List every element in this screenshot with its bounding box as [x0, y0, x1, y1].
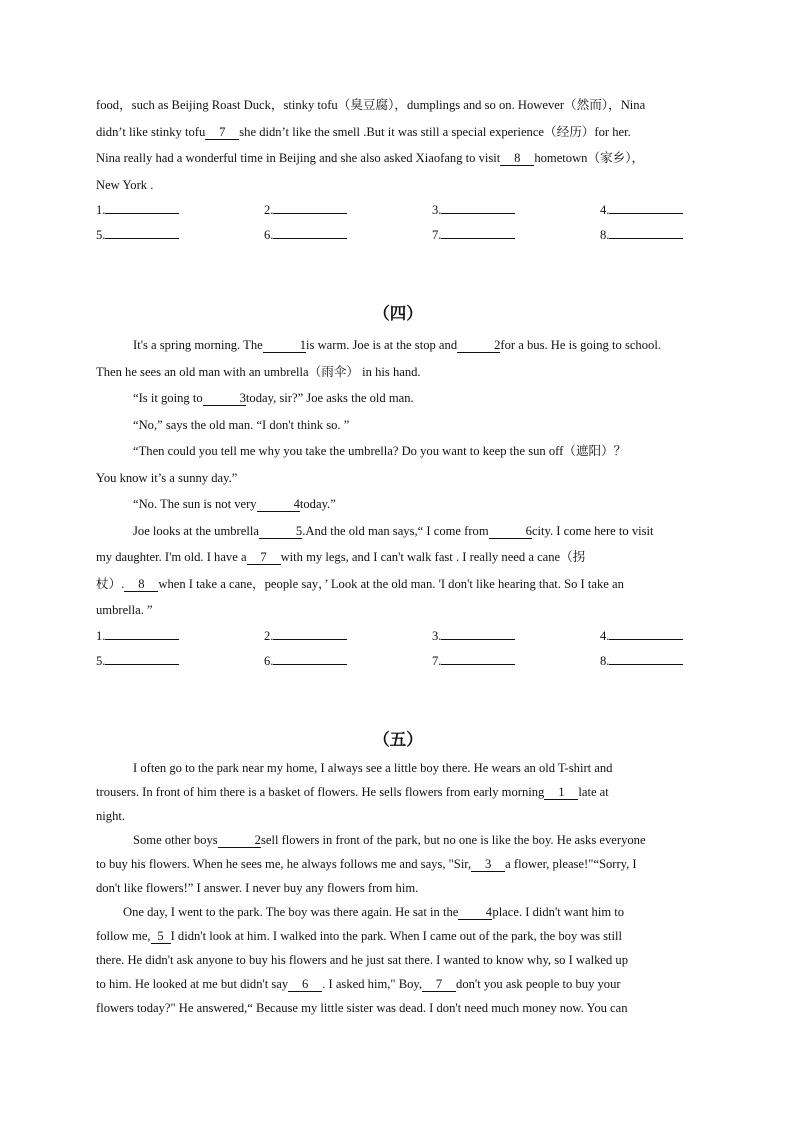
answer-line[interactable]: 3. [432, 624, 600, 649]
passage-line: Nina really had a wonderful time in Beijing and she also asked Xiaofang to visit 8 hometown（家乡）， [96, 151, 645, 165]
blank-4: 4 [257, 497, 300, 512]
answer-line[interactable]: 4. [600, 198, 768, 223]
passage-line: trousers. In front of him there is a basket of flowers. He sells flowers from early morning 1 late at [96, 784, 609, 799]
blank-8: 8 [500, 151, 534, 166]
passage-line: to buy his flowers. When he sees me, he always follows me and says, "Sir, 3 a flower, please!"“Sorry, I [96, 856, 637, 871]
passage-line: “No. The sun is not very 4today.” [133, 497, 336, 511]
answer-line[interactable]: 2. [264, 624, 432, 649]
answer-line[interactable]: 3. [432, 198, 600, 223]
blank-2: 2 [457, 338, 500, 353]
passage-line: “Is it going to 3today, sir?” Joe asks the old man. [133, 391, 414, 405]
answer-line[interactable]: 6. [264, 649, 432, 674]
blank-1: 1 [544, 785, 578, 800]
answer-line[interactable]: 5. [96, 223, 264, 248]
passage-part5 [96, 756, 700, 1020]
passage-line: Some other boys 2sell flowers in front of the park, but no one is like the boy. He asks everyone [133, 832, 646, 847]
blank-4: 4 [458, 905, 492, 920]
blank-3: 3 [203, 391, 246, 406]
answer-line[interactable]: 6. [264, 223, 432, 248]
answer-line[interactable]: 1. [96, 198, 264, 223]
section-title-4: （四） [373, 304, 423, 323]
passage-line: follow me, 5 I didn't look at him. I walked into the park. When I came out of the park, the boy was still [96, 928, 623, 943]
passage-line: One day, I went to the park. The boy was there again. He sat in the 4place. I didn't want him to [123, 904, 625, 919]
answer-line[interactable]: 5. [96, 649, 264, 674]
blank-5: 5 [151, 929, 171, 944]
passage-line: New York . [96, 177, 154, 192]
worksheet-page [96, 92, 700, 1020]
blank-7: 7 [247, 550, 281, 565]
passage-line: “No,” says the old man. “I don't think so. ” [133, 417, 350, 432]
answer-line[interactable]: 8. [600, 649, 768, 674]
answer-line[interactable]: 8. [600, 223, 768, 248]
passage-line: You know it’s a sunny day.” [96, 470, 238, 485]
passage-line: there. He didn't ask anyone to buy his flowers and he just sat there. I wanted to know why, so I walked up [96, 952, 629, 967]
blank-6: 6 [288, 977, 322, 992]
answer-line[interactable]: 1. [96, 624, 264, 649]
passage-part3-tail [96, 92, 700, 198]
passage-line: night. [96, 808, 126, 823]
passage-line: flowers today?" He answered,“ Because my little sister was dead. I don't need much money now. You can [96, 1000, 628, 1015]
blank-2: 2 [218, 833, 261, 848]
answer-lines-part4 [96, 624, 700, 674]
passage-part4 [96, 332, 700, 624]
passage-line: don't like flowers!” I answer. I never buy any flowers from him. [96, 880, 419, 895]
blank-7: 7 [422, 977, 456, 992]
answer-line[interactable]: 7. [432, 649, 600, 674]
passage-line: Joe looks at the umbrella 5.And the old man says,“ I come from 6city. I come here to visit [133, 523, 654, 538]
blank-7: 7 [205, 125, 239, 140]
blank-8: 8 [124, 577, 158, 592]
passage-line: my daughter. I'm old. I have a 7 with my legs, and I can't walk fast . I really need a cane（拐 [96, 550, 586, 564]
passage-line: Then he sees an old man with an umbrella（雨伞） in his hand. [96, 364, 421, 379]
blank-3: 3 [471, 857, 505, 872]
answer-line[interactable]: 2. [264, 198, 432, 223]
passage-line: umbrella. ” [96, 603, 153, 617]
passage-line: to him. He looked at me but didn't say 6 . I asked him," Boy, 7 don't you ask people to buy your [96, 976, 621, 991]
blank-1: 1 [263, 338, 306, 353]
section-title-5: （五） [373, 729, 423, 749]
passage-line: It's a spring morning. The 1is warm. Joe is at the stop and 2for a bus. He is going to school. [133, 338, 661, 352]
answer-line[interactable]: 4. [600, 624, 768, 649]
passage-line: food，such as Beijing Roast Duck，stinky tofu（臭豆腐），dumplings and so on. However（然而），Nina [96, 98, 646, 112]
blank-6: 6 [489, 524, 532, 539]
passage-line: 杖）. 8 when I take a cane，people say，’ Look at the old man. 'I don't like hearing that. So I take an [96, 576, 624, 591]
passage-line: I often go to the park near my home, I always see a little boy there. He wears an old T-shirt and [133, 760, 613, 775]
answer-line[interactable]: 7. [432, 223, 600, 248]
passage-line: “Then could you tell me why you take the umbrella? Do you want to keep the sun off（遮阳）？ [133, 444, 627, 458]
answer-lines-part3 [96, 198, 700, 248]
blank-5: 5 [259, 524, 302, 539]
passage-line: didn’t like stinky tofu 7 she didn’t like the smell .But it was still a special experience（经历）for her. [96, 124, 631, 139]
